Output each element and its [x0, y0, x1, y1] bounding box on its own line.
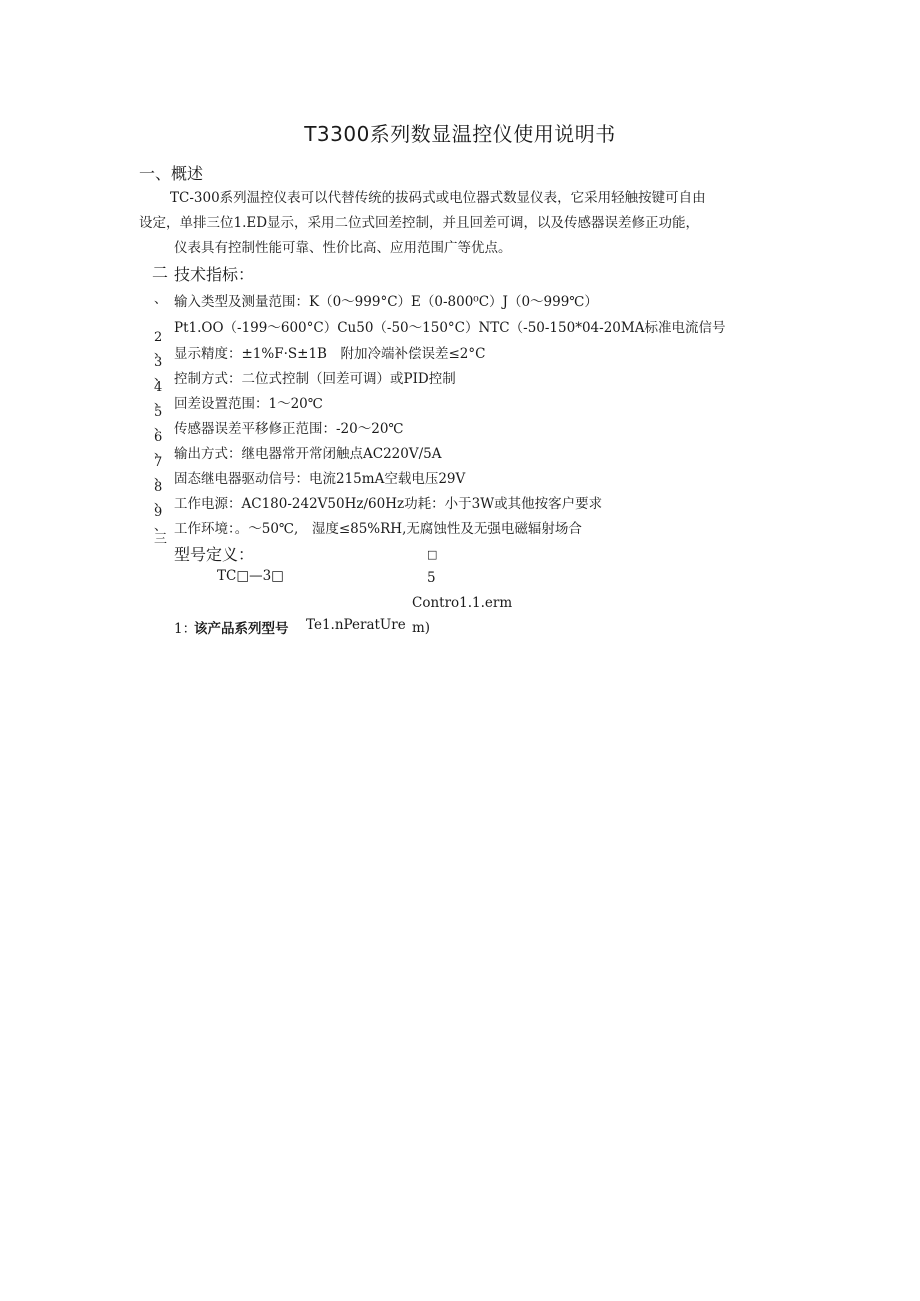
section-mark-3: 三 [154, 532, 168, 547]
spec-item: 显示精度：±1%F·S±1B 附加冷端补偿误差≤2°C [174, 346, 486, 362]
page-title: T3300系列数显温控仪使用说明书 [304, 122, 616, 146]
list-marker: 8 [154, 480, 163, 495]
model-digit: 5 [427, 570, 436, 586]
list-marker: 7 [154, 455, 163, 470]
list-marker: 、 [154, 292, 168, 307]
section-heading-model: 型号定义： [174, 545, 255, 564]
list-marker: 、 [154, 444, 168, 459]
spec-item: 回差设置范围：1～20℃ [174, 396, 323, 412]
section-heading-specs: 技术指标： [174, 265, 255, 284]
list-marker: 5 [154, 405, 163, 420]
list-marker: 、 [154, 419, 168, 434]
section-mark-2: 二 [152, 263, 169, 282]
overview-line-3: 仪表具有控制性能可靠、性价比高、应用范围广等优点。 [174, 240, 512, 256]
spec-item: Pt1.OO（-199～600°C）Cu50（-50～150°C）NTC（-50-150*04-20MA标准电流信号 [174, 320, 726, 336]
model-item-number: 1： [174, 621, 197, 637]
spec-item: 控制方式：二位式控制（回差可调）或PID控制 [174, 371, 456, 387]
section-heading-overview: 一、概述 [139, 164, 204, 183]
spec-item: 传感器误差平移修正范围：-20～20℃ [174, 421, 404, 437]
model-item-label: 该产品系列型号 [194, 621, 289, 637]
list-marker: 9 [154, 505, 163, 520]
list-marker: 、 [154, 519, 168, 534]
list-marker: 4 [154, 380, 163, 395]
list-marker: 6 [154, 430, 163, 445]
control-term-line-1: Contro1.1.erm [412, 595, 513, 611]
control-term-line-2: m) [412, 620, 431, 636]
spec-item: 固态继电器驱动信号：电流215mA空载电压29V [174, 471, 466, 487]
list-marker: 、 [154, 469, 168, 484]
list-marker: 2 [154, 330, 163, 345]
list-marker: 、 [154, 344, 168, 359]
spec-item: 输出方式：继电器常开常闭触点AC220V/5A [174, 446, 442, 462]
overview-line-2: 设定，单排三位1.ED显示，采用二位式回差控制，并且回差可调，以及传感器误差修正功能， [139, 215, 700, 231]
model-item-value: Te1.nPeratUre [306, 617, 406, 633]
list-marker: 、 [154, 394, 168, 409]
list-marker: 、 [154, 494, 168, 509]
model-code: TC□—3□ [217, 568, 284, 584]
list-marker: 3 [154, 355, 163, 370]
overview-line-1: TC-300系列温控仪表可以代替传统的拔码式或电位器式数显仪表，它采用轻触按键可自由 [170, 190, 706, 206]
spec-item: 工作电源：AC180-242V50Hz∕60Hz功耗：小于3W或其他按客户要求 [174, 496, 603, 512]
spec-item: 输入类型及测量范围：K（0～999°C）E（0-800⁰C）J（0～999℃） [174, 294, 598, 310]
placeholder-box: □ [427, 548, 438, 561]
spec-item: 工作环境：。～50℃, 湿度≤85%RH,无腐蚀性及无强电磁辐射场合 [174, 521, 582, 537]
list-marker: 、 [154, 369, 168, 384]
